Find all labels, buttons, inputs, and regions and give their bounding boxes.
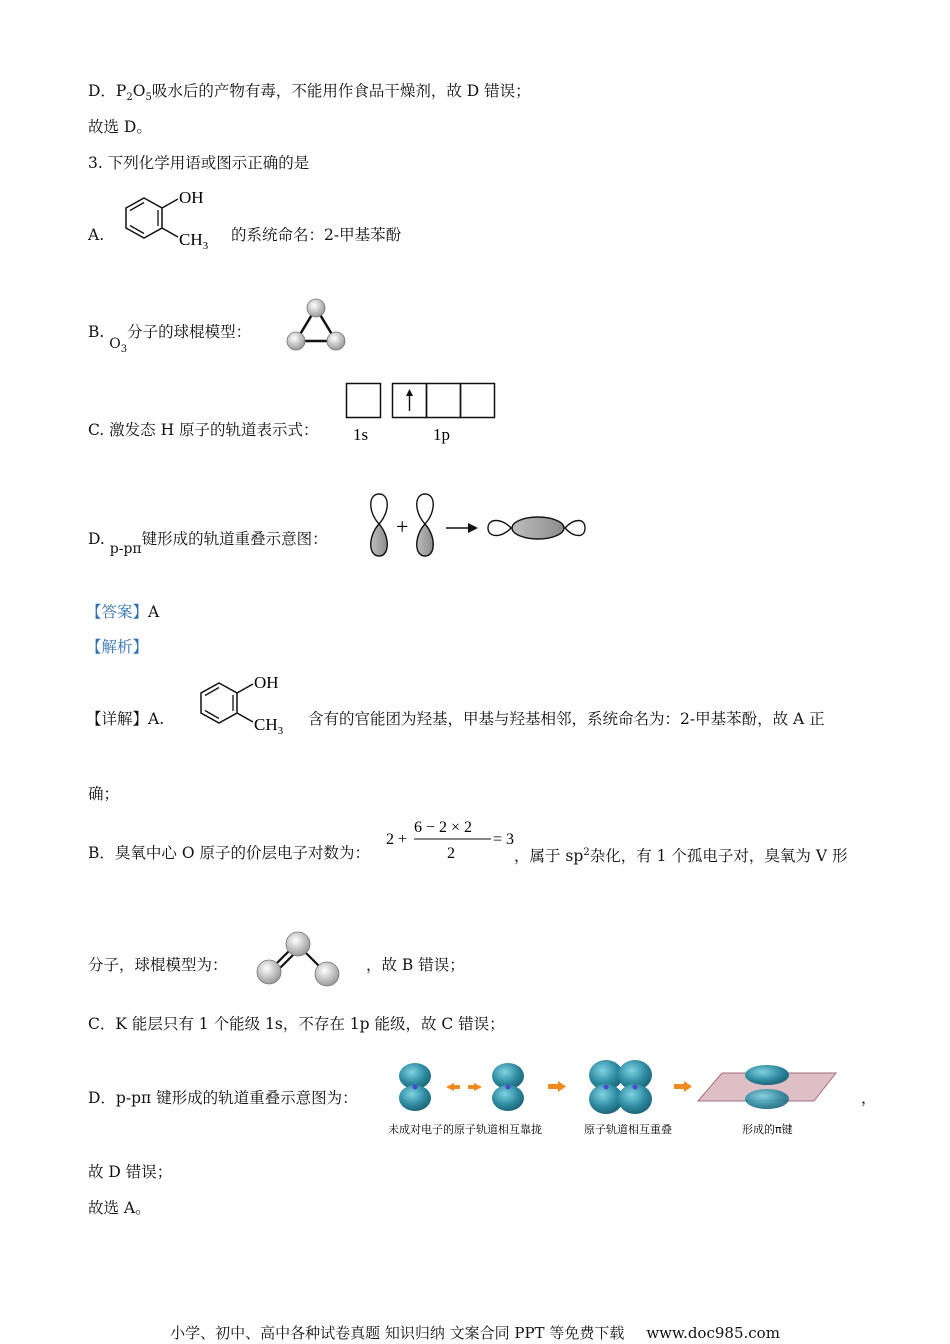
answer-tag: 【答案】 — [86, 603, 149, 621]
detail-d-cont: 故 D 错误； — [88, 1163, 173, 1181]
detail-b-text-2: ，属于 $sp^2$杂化，有 1 个孤电子对，臭氧为 V 形 — [514, 847, 848, 866]
o3-v-shape-model — [254, 930, 342, 988]
pp-pi-label: p-pπ — [109, 541, 142, 557]
o-cresol-structure-a — [122, 186, 222, 252]
text: D．P — [88, 82, 127, 100]
text: 键形成的轨道重叠示意图： — [141, 530, 328, 548]
choose-d: 故选 D。 — [88, 118, 152, 136]
o3-formula: $O_3$ — [109, 336, 128, 355]
text: O — [132, 82, 146, 100]
frac-lead: 2 + — [386, 831, 408, 848]
caption-2: 原子轨道相互重叠 — [584, 1123, 672, 1136]
label-1s: 1s — [353, 425, 369, 444]
caption-1: 未成对电子的原子轨道相互靠拢 — [388, 1123, 542, 1136]
frac-eq: = 3 — [493, 831, 515, 848]
frac-denominator: 2 — [447, 845, 455, 862]
text: 分子的球棍模型： — [127, 323, 252, 341]
o-cresol-structure-detail — [197, 671, 297, 737]
detail-b-text-3: 分子，球棍模型为： — [88, 956, 228, 974]
question-3: 3. 下列化学用语或图示正确的是 — [88, 154, 310, 172]
label: B. — [88, 323, 105, 341]
ch3-label: $CH_3$ — [254, 715, 284, 737]
orbital-diagram — [345, 382, 500, 448]
option-c-text: C. 激发态 H 原子的轨道表示式： — [88, 421, 319, 439]
detail-d-text: D．p-pπ 键形成的轨道重叠示意图为： — [88, 1089, 358, 1107]
pi-bond-formation-figure — [384, 1055, 844, 1139]
prev-option-d — [88, 81, 531, 108]
detail-a-label: 【详解】A. — [86, 710, 165, 728]
detail-a-text: 含有的官能团为羟基，甲基与羟基相邻，系统命名为：2-甲基苯酚，故 A 正 — [308, 710, 825, 728]
ch3-label: $CH_3$ — [179, 230, 209, 252]
subscript: 5 — [145, 92, 152, 104]
detail-b-text: B．臭氧中心 O 原子的价层电子对数为： — [88, 844, 370, 862]
frac-numerator: 6 − 2 × 2 — [414, 819, 473, 836]
plus-sign: + — [396, 514, 409, 539]
subscript: 2 — [126, 92, 133, 104]
o3-triangle-model — [284, 298, 348, 354]
label: D. — [88, 530, 105, 548]
option-a-label: A. — [88, 226, 105, 244]
text: 吸水后的产物有毒，不能用作食品干燥剂，故 D 错误； — [151, 82, 531, 100]
footer-url[interactable]: www.doc985.com — [646, 1324, 780, 1342]
analysis-tag: 【解析】 — [86, 638, 149, 656]
option-a-text: 的系统命名：2-甲基苯酚 — [231, 226, 402, 244]
detail-b-text-4: ，故 B 错误； — [366, 956, 465, 974]
option-d — [88, 529, 328, 557]
detail-c-text: C．K 能层只有 1 个能级 1s，不存在 1p 能级，故 C 错误； — [88, 1015, 505, 1033]
vsepr-fraction — [386, 815, 518, 865]
label-1p: 1p — [433, 425, 450, 444]
final-answer: 故选 A。 — [88, 1199, 151, 1217]
detail-d-comma: ， — [861, 1089, 877, 1107]
pp-pi-orbital-schematic — [364, 490, 589, 560]
oh-label: OH — [254, 673, 279, 692]
answer-value: A — [148, 603, 160, 621]
footer-text: 小学、初中、高中各种试卷真题 知识归纳 文案合同 PPT 等免费下载 — [170, 1324, 625, 1342]
caption-3: 形成的π键 — [742, 1123, 793, 1136]
detail-a-cont: 确； — [88, 785, 120, 803]
option-b — [88, 322, 252, 355]
footer — [0, 1322, 950, 1343]
answer — [86, 602, 159, 622]
oh-label: OH — [179, 188, 204, 207]
